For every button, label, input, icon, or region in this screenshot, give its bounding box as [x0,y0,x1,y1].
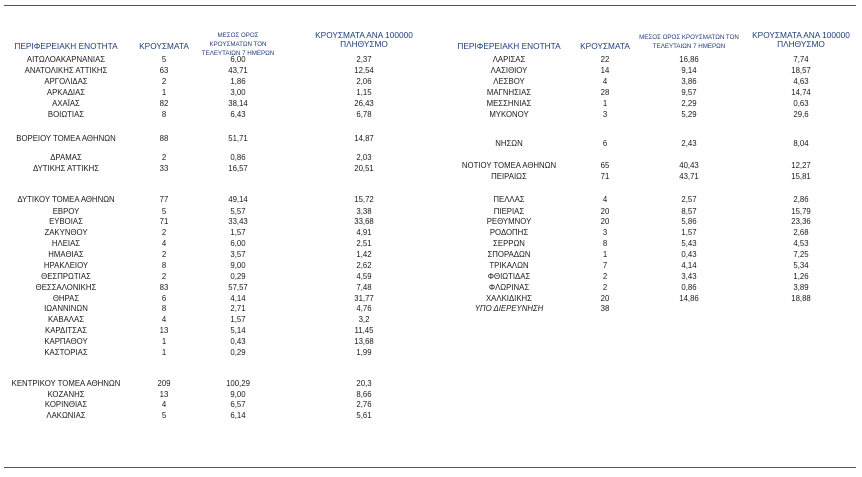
right-row-1-name: ΛΑΣΙΘΙΟΥ [490,66,528,75]
left-row-0-cases: 5 [161,55,167,64]
right-row-11-avg: 5,86 [681,217,697,226]
left-row-11-name: ΕΥΒΟΙΑΣ [49,217,83,226]
left-row-3-per: 1,15 [356,88,372,97]
left-row-20-cases: 4 [161,315,167,324]
left-row-8-name: ΔΥΤΙΚΗΣ ΑΤΤΙΚΗΣ [32,164,100,173]
right-row-9-avg: 2,57 [681,195,697,204]
left-row-22-per: 13,68 [354,337,374,346]
right-row-16-name: ΦΘΙΩΤΙΔΑΣ [487,272,531,281]
left-row-19-cases: 8 [161,304,167,313]
header-region-left: ΠΕΡΙΦΕΡΕΙΑΚΗ ΕΝΟΤΗΤΑ [14,41,118,51]
right-row-11-cases: 20 [600,217,610,226]
left-row-20-avg: 1,57 [230,315,246,324]
right-row-11-name: ΡΕΘΥΜΝΟΥ [486,217,532,226]
right-row-5-avg: 5,29 [681,110,697,119]
left-row-6-cases: 88 [159,134,169,143]
left-row-13-cases: 4 [161,239,167,248]
left-row-8-cases: 33 [159,164,169,173]
right-row-13-name: ΣΕΡΡΩΝ [493,239,525,248]
left-row-17-name: ΘΕΣΣΑΛΟΝΙΚΗΣ [35,283,97,292]
left-row-14-per: 1,42 [356,250,372,259]
right-row-2-cases: 4 [602,77,608,86]
right-row-0-avg: 16,86 [679,55,699,64]
right-row-10-per: 15,79 [791,207,811,216]
right-row-8-name: ΠΕΙΡΑΙΩΣ [491,172,527,181]
left-row-14-cases: 2 [161,250,167,259]
right-row-12-per: 2,68 [793,228,809,237]
left-row-23-name: ΚΑΣΤΟΡΙΑΣ [44,348,88,357]
left-row-16-avg: 0,29 [230,272,246,281]
right-row-9-cases: 4 [602,195,608,204]
right-row-19-cases: 38 [600,304,610,313]
right-row-1-avg: 9,14 [681,66,697,75]
right-row-15-per: 5,34 [793,261,809,270]
right-row-8-per: 15,81 [791,172,811,181]
right-row-14-per: 7,25 [793,250,809,259]
right-row-3-cases: 28 [600,88,610,97]
right-row-19-name: ΥΠΟ ΔΙΕΡΕΥΝΗΣΗ [474,304,544,313]
right-row-14-name: ΣΠΟΡΑΔΩΝ [487,250,531,259]
left-row-1-per: 12,54 [354,66,374,75]
right-row-7-name: ΝΟΤΙΟΥ ΤΟΜΕΑ ΑΘΗΝΩΝ [461,161,557,170]
header-avg7-right: ΜΕΣΟΣ ΟΡΟΣ ΚΡΟΥΣΜΑΤΩΝ ΤΟΝ ΤΕΛΕΥΤΑΙΩΝ 7 ΗΜΕΡΩΝ [639,34,739,50]
right-row-15-name: ΤΡΙΚΑΛΩΝ [489,261,529,270]
right-row-9-per: 2,86 [793,195,809,204]
left-row-20-name: ΚΑΒΑΛΑΣ [47,315,85,324]
left-row-18-cases: 6 [161,294,167,303]
left-row-4-cases: 82 [159,99,169,108]
right-row-4-avg: 2,29 [681,99,697,108]
right-row-13-per: 4,53 [793,239,809,248]
left-row-2-per: 2,06 [356,77,372,86]
left-row-10-name: ΕΒΡΟΥ [52,207,80,216]
right-row-10-avg: 8,57 [681,207,697,216]
right-row-12-avg: 1,57 [681,228,697,237]
left-row-22-name: ΚΑΡΠΑΘΟΥ [44,337,88,346]
left-row-15-avg: 9,00 [230,261,246,270]
right-row-12-cases: 3 [602,228,608,237]
left-row-7-cases: 2 [161,153,167,162]
left-row-27-cases: 5 [161,411,167,420]
left-row-24-per: 20,3 [356,379,372,388]
left-row-2-name: ΑΡΓΟΛΙΔΑΣ [44,77,88,86]
header-per100k-left: ΚΡΟΥΣΜΑΤΑ ΑΝΑ 100000 ΠΛΗΘΥΣΜΟ [315,30,413,49]
right-row-0-per: 7,74 [793,55,809,64]
left-row-25-per: 8,66 [356,390,372,399]
left-row-22-avg: 0,43 [230,337,246,346]
right-row-8-cases: 71 [600,172,610,181]
right-row-7-avg: 40,43 [679,161,699,170]
right-row-5-per: 29,6 [793,110,809,119]
right-row-15-avg: 4,14 [681,261,697,270]
left-row-10-cases: 5 [161,207,167,216]
right-row-2-avg: 3,86 [681,77,697,86]
left-row-4-name: ΑΧΑΪΑΣ [52,99,80,108]
right-row-18-per: 18,88 [791,294,811,303]
right-row-18-name: ΧΑΛΚΙΔΙΚΗΣ [485,294,532,303]
left-row-12-avg: 1,57 [230,228,246,237]
right-row-15-cases: 7 [602,261,608,270]
right-row-3-name: ΜΑΓΝΗΣΙΑΣ [486,88,532,97]
right-row-16-per: 1,26 [793,272,809,281]
left-row-16-per: 4,59 [356,272,372,281]
right-row-12-name: ΡΟΔΟΠΗΣ [489,228,529,237]
left-row-5-avg: 6,43 [230,110,246,119]
right-row-7-cases: 65 [600,161,610,170]
left-row-22-cases: 1 [161,337,167,346]
left-row-26-cases: 4 [161,400,167,409]
left-row-0-avg: 6,00 [230,55,246,64]
header-per100k-right: ΚΡΟΥΣΜΑΤΑ ΑΝΑ 100000 ΠΛΗΘΥΣΜΟ [752,30,850,49]
right-row-13-cases: 8 [602,239,608,248]
right-row-10-name: ΠΙΕΡΙΑΣ [493,207,525,216]
left-row-20-per: 3,2 [358,315,370,324]
left-row-8-per: 20,51 [354,164,374,173]
left-row-7-name: ΔΡΑΜΑΣ [50,153,82,162]
left-row-19-avg: 2,71 [230,304,246,313]
right-row-18-cases: 20 [600,294,610,303]
left-row-3-name: ΑΡΚΑΔΙΑΣ [46,88,86,97]
left-row-11-per: 33,68 [354,217,374,226]
header-cases-right: ΚΡΟΥΣΜΑΤΑ [580,41,630,51]
right-row-18-avg: 14,86 [679,294,699,303]
top-rule [4,5,856,6]
left-row-5-name: ΒΟΙΩΤΙΑΣ [47,110,85,119]
left-row-10-avg: 5,57 [230,207,246,216]
left-row-4-avg: 38,14 [228,99,248,108]
left-row-18-per: 31,77 [354,294,374,303]
left-row-23-avg: 0,29 [230,348,246,357]
right-row-16-avg: 3,43 [681,272,697,281]
right-row-17-avg: 0,86 [681,283,697,292]
right-row-0-cases: 22 [600,55,610,64]
left-row-10-per: 3,38 [356,207,372,216]
right-row-14-cases: 1 [602,250,608,259]
left-row-3-cases: 1 [161,88,167,97]
left-row-27-per: 5,61 [356,411,372,420]
left-row-15-per: 2,62 [356,261,372,270]
left-row-25-avg: 9,00 [230,390,246,399]
left-row-7-avg: 0,86 [230,153,246,162]
right-row-17-name: ΦΛΩΡΙΝΑΣ [488,283,530,292]
header-avg7-left: ΜΕΣΟΣ ΟΡΟΣ ΚΡΟΥΣΜΑΤΩΝ ΤΟΝ ΤΕΛΕΥΤΑΙΩΝ 7 ΗΜΕΡΩΝ [201,32,275,57]
right-row-9-name: ΠΕΛΛΑΣ [493,195,525,204]
right-row-1-cases: 14 [600,66,610,75]
left-row-6-per: 14,87 [354,134,374,143]
right-row-13-avg: 5,43 [681,239,697,248]
right-row-2-per: 4,63 [793,77,809,86]
right-row-17-cases: 2 [602,283,608,292]
left-row-13-name: ΗΛΕΙΑΣ [51,239,81,248]
left-row-5-cases: 8 [161,110,167,119]
right-row-0-name: ΛΑΡΙΣΑΣ [492,55,526,64]
right-row-17-per: 3,89 [793,283,809,292]
right-row-3-per: 14,74 [791,88,811,97]
left-row-26-name: ΚΟΡΙΝΘΙΑΣ [44,400,88,409]
right-row-14-avg: 0,43 [681,250,697,259]
left-row-0-name: ΑΙΤΩΛΟΑΚΑΡΝΑΝΙΑΣ [26,55,106,64]
left-row-9-cases: 77 [159,195,169,204]
right-row-6-name: ΝΗΣΩΝ [495,139,523,148]
left-row-24-name: ΚΕΝΤΡΙΚΟΥ ΤΟΜΕΑ ΑΘΗΝΩΝ [11,379,121,388]
left-row-18-name: ΘΗΡΑΣ [52,294,80,303]
left-row-16-cases: 2 [161,272,167,281]
left-row-12-per: 4,91 [356,228,372,237]
left-row-0-per: 2,37 [356,55,372,64]
left-row-1-avg: 43,71 [228,66,248,75]
header-region-right: ΠΕΡΙΦΕΡΕΙΑΚΗ ΕΝΟΤΗΤΑ [457,41,561,51]
left-row-21-cases: 13 [159,326,169,335]
left-row-3-avg: 3,00 [230,88,246,97]
left-row-9-per: 15,72 [354,195,374,204]
left-row-2-cases: 2 [161,77,167,86]
left-row-6-name: ΒΟΡΕΙΟΥ ΤΟΜΕΑ ΑΘΗΝΩΝ [16,134,116,143]
left-row-24-cases: 209 [157,379,171,388]
left-row-13-avg: 6,00 [230,239,246,248]
right-row-8-avg: 43,71 [679,172,699,181]
right-row-11-per: 23,36 [791,217,811,226]
left-row-17-avg: 57,57 [228,283,248,292]
bottom-rule [4,467,856,468]
right-row-4-name: ΜΕΣΣΗΝΙΑΣ [486,99,532,108]
header-cases-left: ΚΡΟΥΣΜΑΤΑ [139,41,189,51]
left-row-27-name: ΛΑΚΩΝΙΑΣ [46,411,86,420]
left-row-12-cases: 2 [161,228,167,237]
left-row-27-avg: 6,14 [230,411,246,420]
left-row-15-cases: 8 [161,261,167,270]
left-row-11-cases: 71 [159,217,169,226]
left-row-18-avg: 4,14 [230,294,246,303]
left-row-17-cases: 83 [159,283,169,292]
right-row-6-per: 8,04 [793,139,809,148]
left-row-21-per: 11,45 [354,326,374,335]
left-row-2-avg: 1,86 [230,77,246,86]
left-row-15-name: ΗΡΑΚΛΕΙΟΥ [43,261,89,270]
left-row-24-avg: 100,29 [226,379,250,388]
left-row-26-per: 2,76 [356,400,372,409]
left-row-19-name: ΙΩΑΝΝΙΝΩΝ [44,304,88,313]
left-row-21-avg: 5,14 [230,326,246,335]
left-row-9-avg: 49,14 [228,195,248,204]
left-row-4-per: 26,43 [354,99,374,108]
right-row-4-cases: 1 [602,99,608,108]
right-row-6-avg: 2,43 [681,139,697,148]
left-row-8-avg: 16,57 [228,164,248,173]
left-row-12-name: ΖΑΚΥΝΘΟΥ [44,228,88,237]
left-row-26-avg: 6,57 [230,400,246,409]
left-row-14-name: ΗΜΑΘΙΑΣ [48,250,84,259]
right-row-1-per: 18,57 [791,66,811,75]
right-row-10-cases: 20 [600,207,610,216]
left-row-19-per: 4,76 [356,304,372,313]
right-row-7-per: 12,27 [791,161,811,170]
left-row-17-per: 7,48 [356,283,372,292]
left-row-13-per: 2,51 [356,239,372,248]
right-row-2-name: ΛΕΣΒΟΥ [493,77,525,86]
right-row-5-name: ΜΥΚΟΝΟΥ [489,110,529,119]
right-row-6-cases: 6 [602,139,608,148]
left-row-5-per: 6,78 [356,110,372,119]
left-row-7-per: 2,03 [356,153,372,162]
left-row-23-cases: 1 [161,348,167,357]
right-row-5-cases: 3 [602,110,608,119]
left-row-21-name: ΚΑΡΔΙΤΣΑΣ [45,326,87,335]
right-row-16-cases: 2 [602,272,608,281]
left-row-16-name: ΘΕΣΠΡΩΤΙΑΣ [41,272,91,281]
left-row-23-per: 1,99 [356,348,372,357]
left-row-9-name: ΔΥΤΙΚΟΥ ΤΟΜΕΑ ΑΘΗΝΩΝ [17,195,115,204]
right-row-3-avg: 9,57 [681,88,697,97]
left-row-1-cases: 63 [159,66,169,75]
left-row-25-cases: 13 [159,390,169,399]
right-row-4-per: 0,63 [793,99,809,108]
left-row-11-avg: 33,43 [228,217,248,226]
left-row-14-avg: 3,57 [230,250,246,259]
left-row-25-name: ΚΟΖΑΝΗΣ [47,390,85,399]
left-row-6-avg: 51,71 [228,134,248,143]
left-row-1-name: ΑΝΑΤΟΛΙΚΗΣ ΑΤΤΙΚΗΣ [24,66,108,75]
